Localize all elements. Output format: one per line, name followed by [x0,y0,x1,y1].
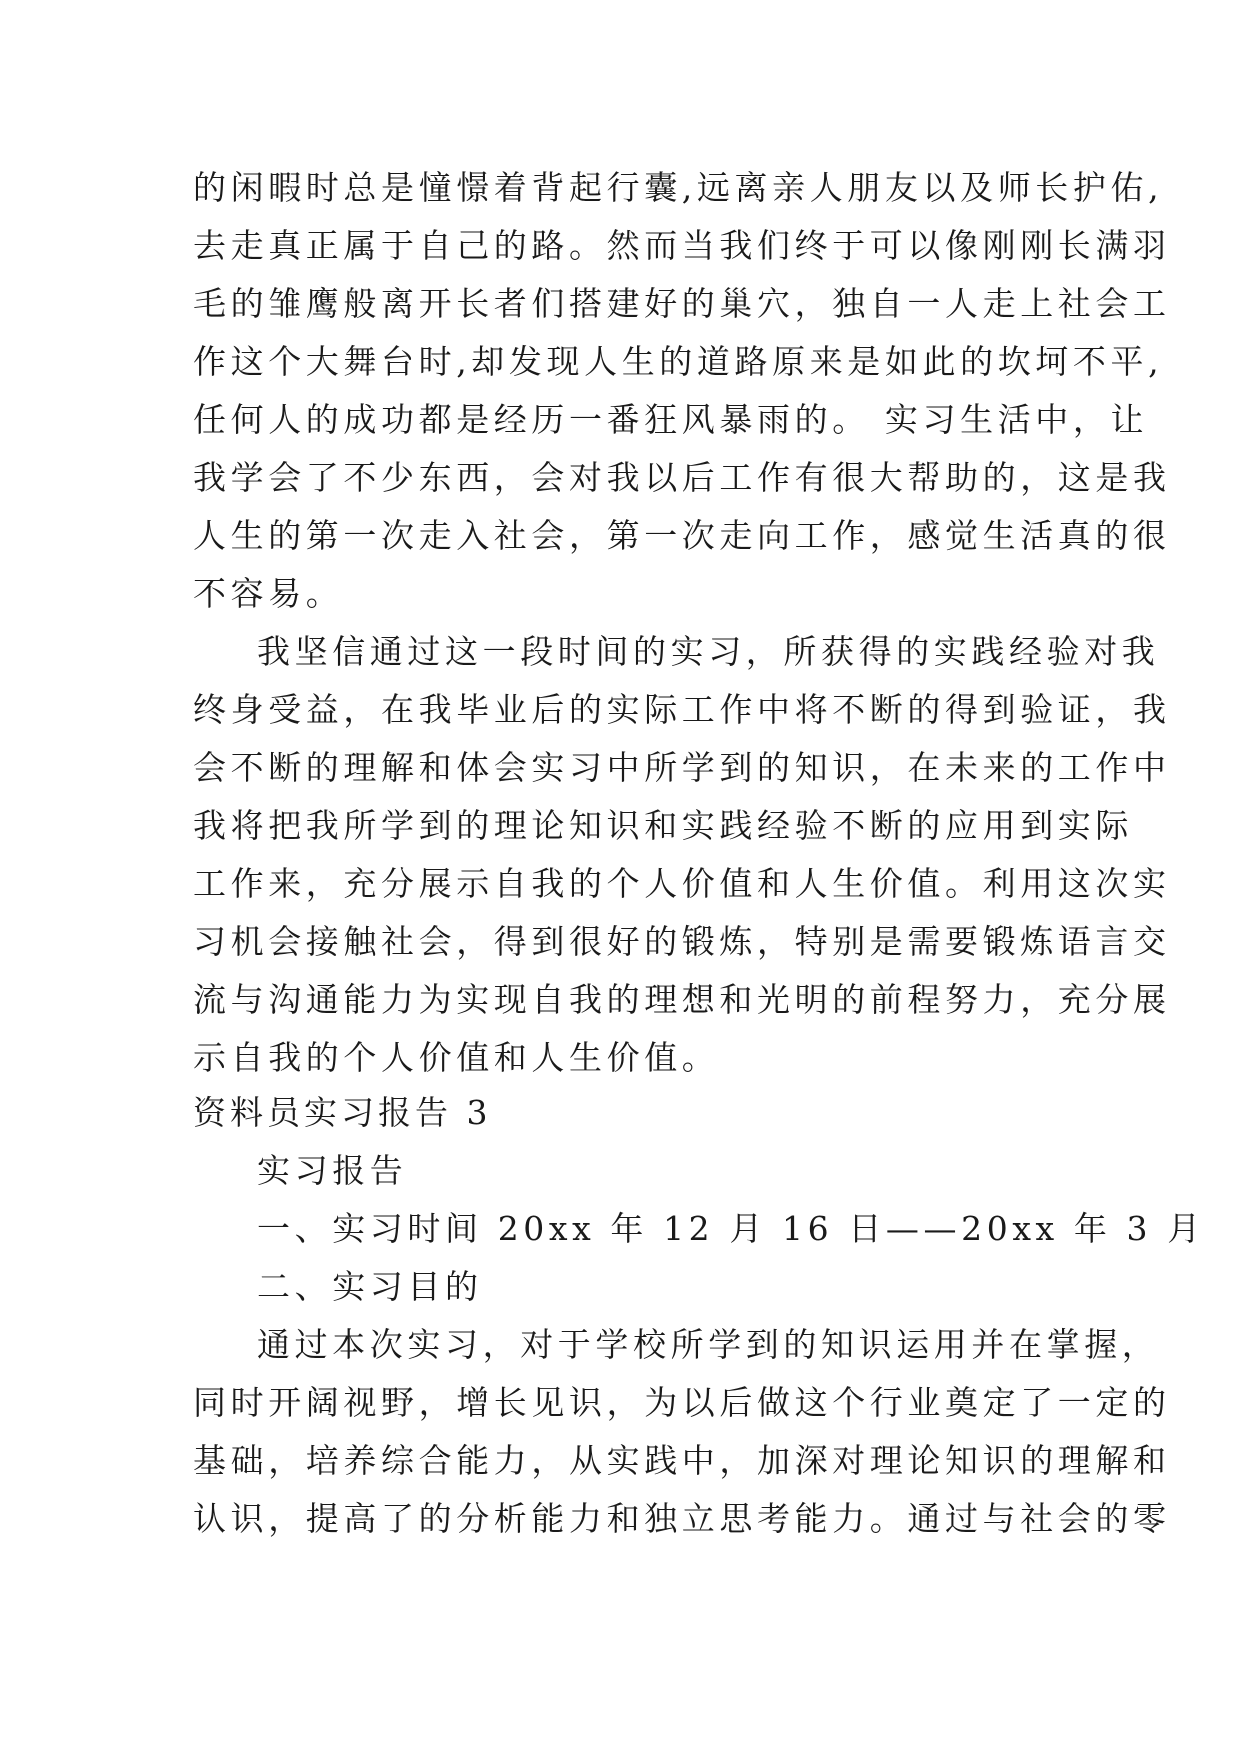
section-title: 资料员实习报告 3 [193,1093,492,1132]
paragraph-line: 基础，培养综合能力，从实践中，加深对理论知识的理解和 [193,1441,1171,1480]
paragraph-line: 我学会了不少东西，会对我以后工作有很大帮助的，这是我 [193,458,1171,497]
paragraph-line: 不容易。 [193,574,344,613]
paragraph-line: 作这个大舞台时,却发现人生的道路原来是如此的坎坷不平, [193,342,1164,381]
paragraph-line: 通过本次实习，对于学校所学到的知识运用并在掌握， [257,1325,1160,1364]
internship-period: 一、实习时间 20xx 年 12 月 16 日——20xx 年 3 月 [257,1209,1205,1248]
paragraph-line: 任何人的成功都是经历一番狂风暴雨的。 实习生活中，让 [193,400,1149,439]
paragraph-line: 的闲暇时总是憧憬着背起行囊,远离亲人朋友以及师长护佑, [193,168,1164,207]
paragraph-line: 工作来，充分展示自我的个人价值和人生价值。利用这次实 [193,864,1171,903]
paragraph-line: 习机会接触社会，得到很好的锻炼，特别是需要锻炼语言交 [193,922,1171,961]
paragraph-line: 流与沟通能力为实现自我的理想和光明的前程努力，充分展 [193,980,1171,1019]
paragraph-line: 去走真正属于自己的路。然而当我们终于可以像刚刚长满羽 [193,226,1171,265]
paragraph-line: 我坚信通过这一段时间的实习，所获得的实践经验对我 [257,632,1160,671]
paragraph-line: 认识，提高了的分析能力和独立思考能力。通过与社会的零 [193,1499,1171,1538]
section-heading: 二、实习目的 [257,1267,483,1306]
paragraph-line: 终身受益，在我毕业后的实际工作中将不断的得到验证，我 [193,690,1171,729]
paragraph-line: 会不断的理解和体会实习中所学到的知识，在未来的工作中 [193,748,1171,787]
paragraph-line: 同时开阔视野，增长见识，为以后做这个行业奠定了一定的 [193,1383,1171,1422]
paragraph-line: 示自我的个人价值和人生价值。 [193,1038,720,1077]
paragraph-line: 人生的第一次走入社会，第一次走向工作，感觉生活真的很 [193,516,1171,555]
report-title: 实习报告 [257,1151,408,1190]
paragraph-line: 我将把我所学到的理论知识和实践经验不断的应用到实际 [193,806,1133,845]
paragraph-line: 毛的雏鹰般离开长者们搭建好的巢穴，独自一人走上社会工 [193,284,1171,323]
